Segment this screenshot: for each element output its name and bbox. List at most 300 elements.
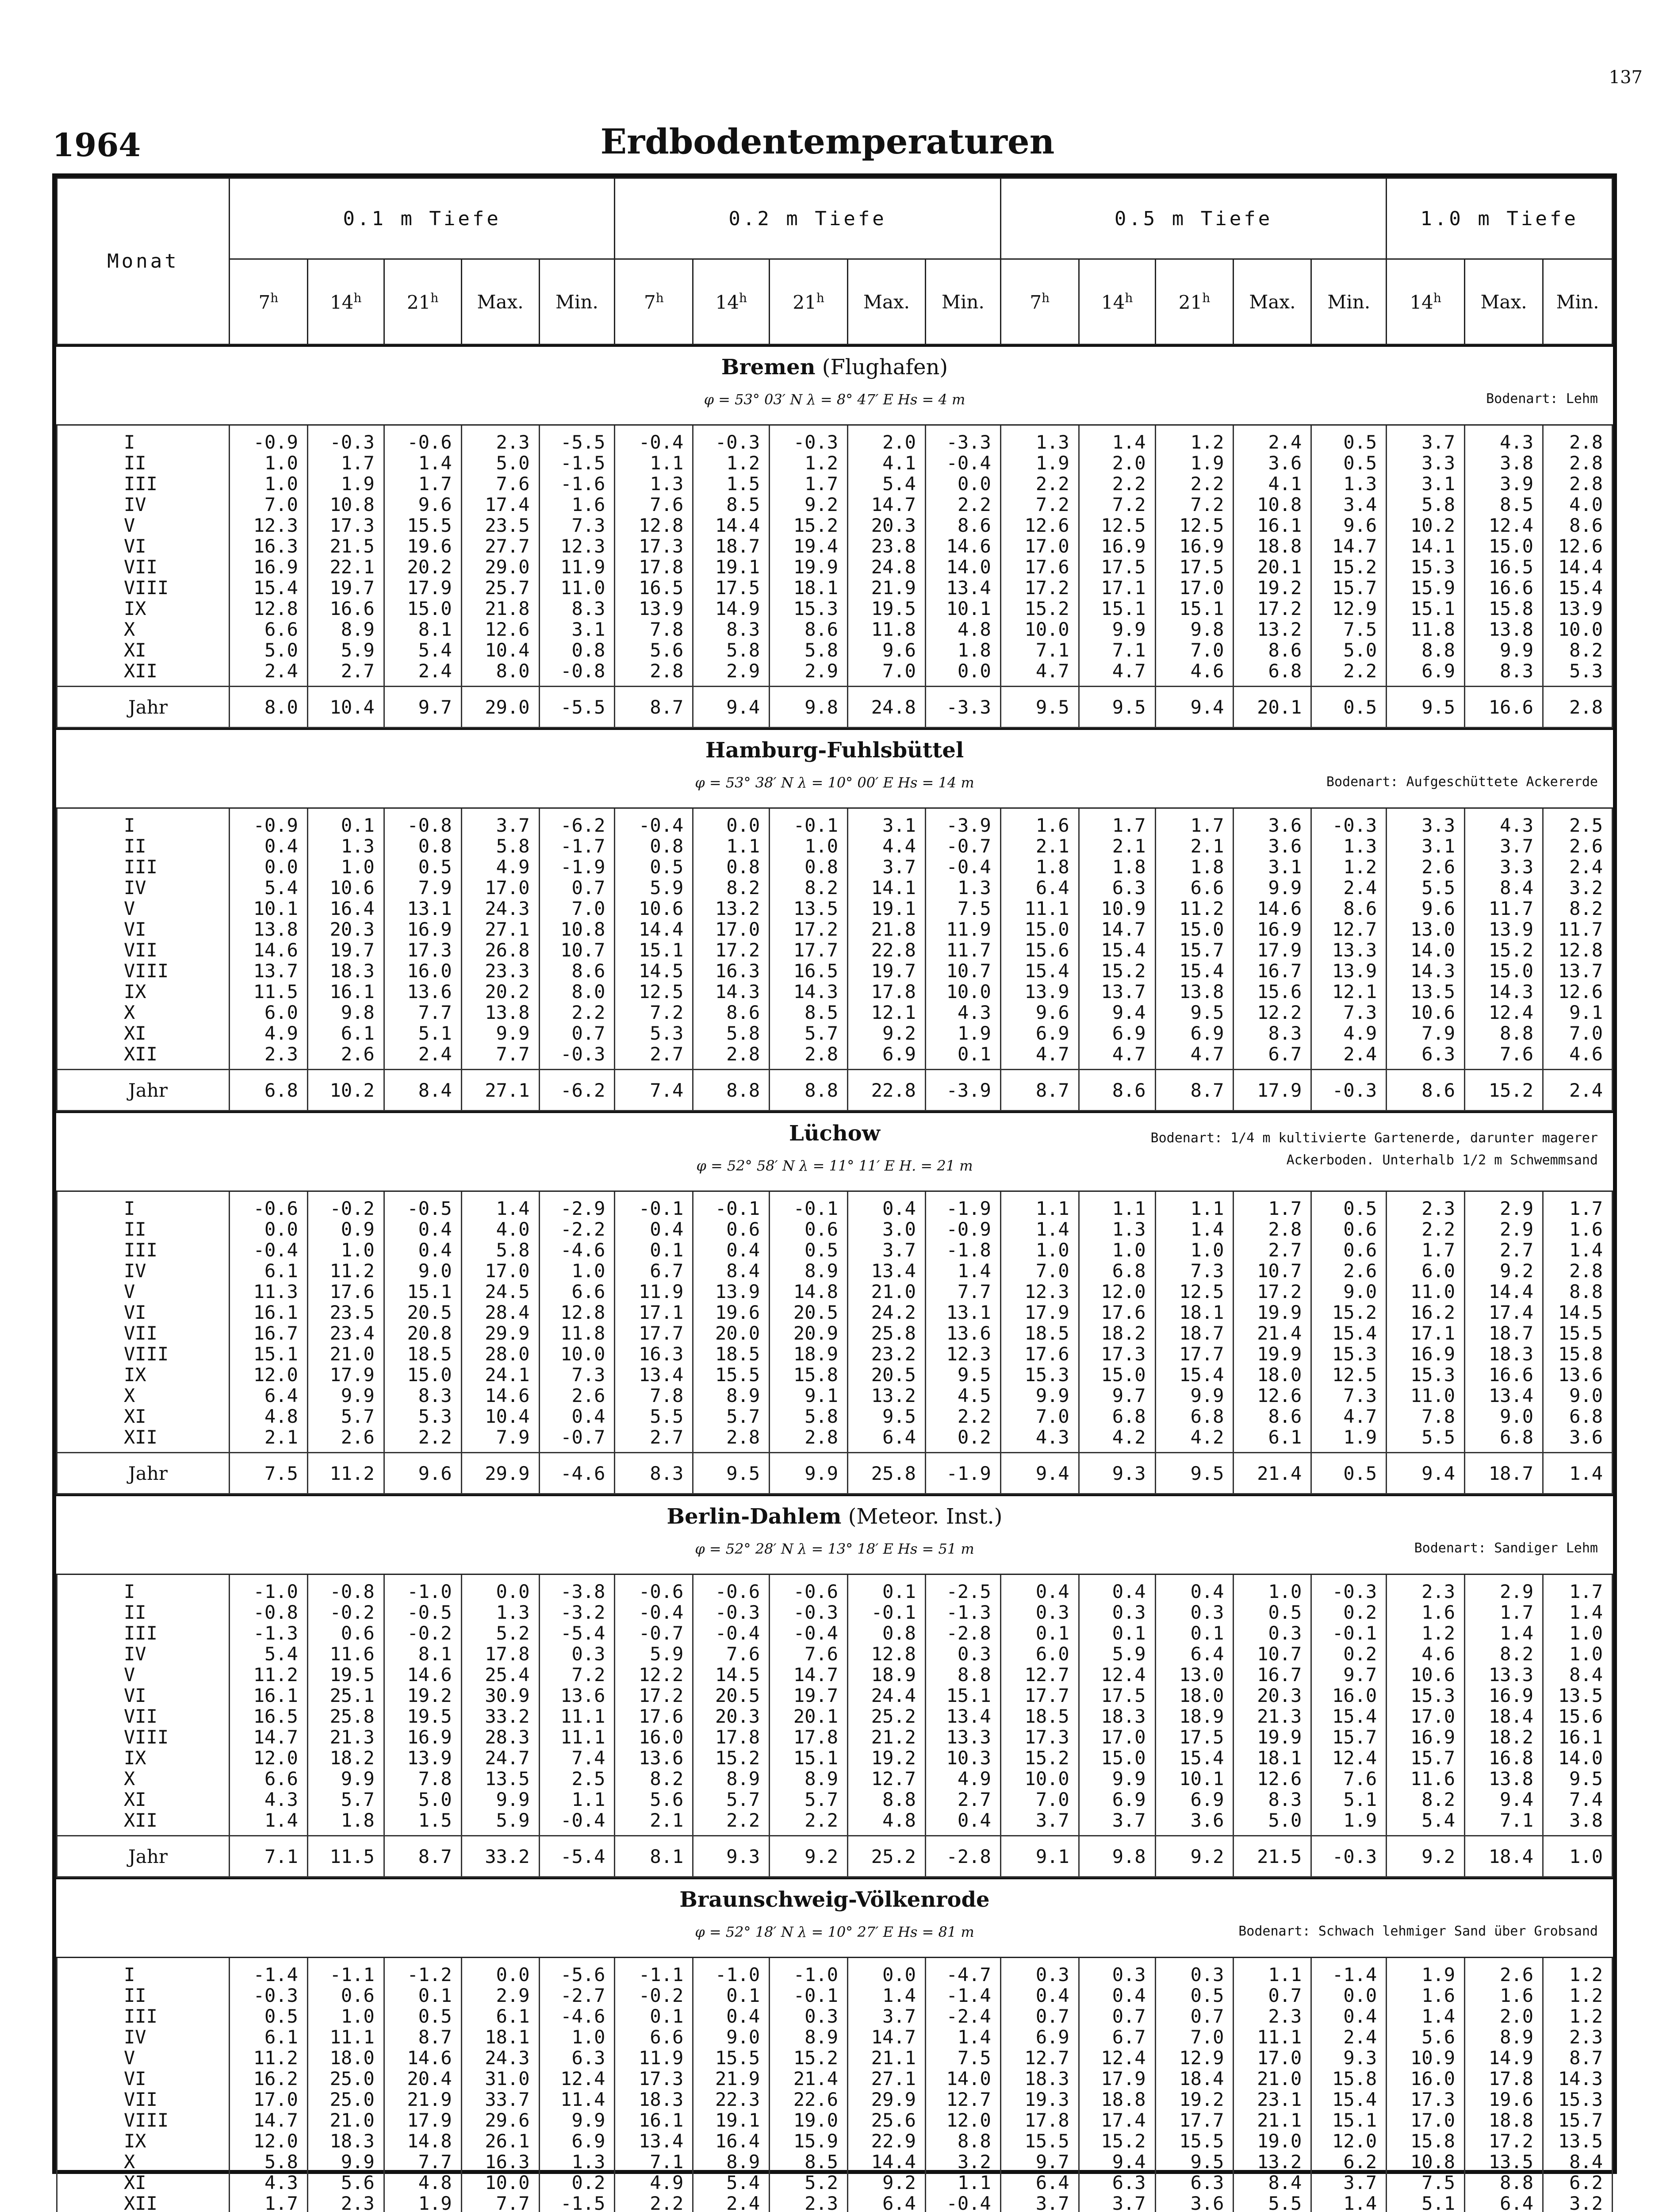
temperature-cell: 15.1 bbox=[1311, 2110, 1387, 2131]
temperature-cell: 15.4 bbox=[1155, 1364, 1234, 1385]
year-summary-cell: -2.8 bbox=[925, 1836, 1000, 1877]
temperature-cell: 2.7 bbox=[1234, 1240, 1311, 1260]
temperature-cell: 18.7 bbox=[1465, 1323, 1543, 1344]
temperature-cell: 14.7 bbox=[848, 494, 926, 515]
year-summary-cell: 33.2 bbox=[461, 1836, 539, 1877]
month-label: X bbox=[57, 1385, 230, 1406]
temperature-cell: 14.9 bbox=[693, 598, 770, 619]
temperature-cell: 12.7 bbox=[1311, 919, 1387, 940]
temperature-cell: 16.2 bbox=[229, 2068, 307, 2089]
temperature-cell: -0.2 bbox=[307, 1192, 384, 1219]
temperature-cell: 5.0 bbox=[384, 1789, 461, 1810]
temperature-cell: 19.5 bbox=[384, 1706, 461, 1727]
year-summary-cell: 9.5 bbox=[1387, 687, 1465, 728]
year-summary-cell: 8.0 bbox=[229, 687, 307, 728]
temperature-cell: 17.3 bbox=[307, 515, 384, 536]
temperature-cell: 8.9 bbox=[770, 2027, 848, 2047]
temperature-cell: 4.1 bbox=[848, 453, 926, 473]
temperature-cell: 13.5 bbox=[1465, 2151, 1543, 2172]
temperature-cell: 3.7 bbox=[1000, 2193, 1079, 2212]
year-summary-cell: 8.7 bbox=[384, 1836, 461, 1877]
temperature-cell: 9.6 bbox=[848, 640, 926, 661]
temperature-cell: 29.9 bbox=[848, 2089, 926, 2110]
temperature-cell: 13.8 bbox=[461, 1002, 539, 1023]
temperature-cell: 0.0 bbox=[461, 1575, 539, 1602]
temperature-cell: 18.4 bbox=[1155, 2068, 1234, 2089]
temperature-cell: 6.6 bbox=[229, 1768, 307, 1789]
temperature-cell: -0.3 bbox=[1311, 1575, 1387, 1602]
table-row bbox=[57, 940, 1613, 960]
table-header bbox=[56, 177, 1613, 345]
temperature-cell: 15.6 bbox=[1234, 981, 1311, 1002]
temperature-cell: 15.1 bbox=[770, 1747, 848, 1768]
temperature-cell: 10.0 bbox=[461, 2172, 539, 2193]
year-summary-label: Jahr bbox=[57, 687, 230, 728]
year-summary-label: Jahr bbox=[57, 1453, 230, 1494]
temperature-cell: 12.4 bbox=[539, 2068, 615, 2089]
temperature-cell: 7.8 bbox=[615, 619, 693, 640]
year-summary-cell: 8.6 bbox=[1079, 1070, 1155, 1111]
temperature-cell: 0.4 bbox=[384, 1219, 461, 1240]
temperature-cell: 2.6 bbox=[1465, 1958, 1543, 1985]
temperature-cell: 1.3 bbox=[1311, 836, 1387, 856]
temperature-cell: 5.6 bbox=[307, 2172, 384, 2193]
temperature-cell: 11.6 bbox=[1387, 1768, 1465, 1789]
temperature-cell: -0.4 bbox=[229, 1240, 307, 1260]
year-summary-cell: 9.8 bbox=[1079, 1836, 1155, 1877]
temperature-cell: 8.4 bbox=[1465, 877, 1543, 898]
temperature-cell: 11.2 bbox=[1155, 898, 1234, 919]
temperature-cell: 21.5 bbox=[307, 536, 384, 557]
temperature-cell: 15.1 bbox=[1155, 598, 1234, 619]
temperature-cell: 12.3 bbox=[925, 1344, 1000, 1364]
month-label: VII bbox=[57, 1323, 230, 1344]
temperature-cell: 7.0 bbox=[1543, 1023, 1612, 1044]
temperature-cell: 19.9 bbox=[1234, 1302, 1311, 1323]
temperature-cell: 0.4 bbox=[693, 2006, 770, 2027]
temperature-cell: 7.0 bbox=[1155, 640, 1234, 661]
temperature-cell: 3.7 bbox=[1079, 1810, 1155, 1836]
temperature-cell: 9.9 bbox=[1465, 640, 1543, 661]
temperature-cell: 15.3 bbox=[1311, 1344, 1387, 1364]
temperature-cell: 18.7 bbox=[1155, 1323, 1234, 1344]
temperature-cell: 15.1 bbox=[1079, 598, 1155, 619]
temperature-cell: 14.6 bbox=[1234, 898, 1311, 919]
sub-header-cell: 21$^h$ bbox=[770, 259, 848, 345]
temperature-cell: 1.7 bbox=[1465, 1602, 1543, 1623]
temperature-cell: 5.4 bbox=[693, 2172, 770, 2193]
temperature-cell: 17.8 bbox=[615, 557, 693, 577]
temperature-cell: 3.8 bbox=[1465, 453, 1543, 473]
temperature-cell: 13.4 bbox=[615, 1364, 693, 1385]
temperature-cell: 15.1 bbox=[615, 940, 693, 960]
temperature-cell: -0.3 bbox=[539, 1044, 615, 1070]
station-header bbox=[56, 345, 1613, 426]
temperature-cell: 17.2 bbox=[615, 1685, 693, 1706]
temperature-cell: 1.3 bbox=[461, 1602, 539, 1623]
temperature-cell: 7.3 bbox=[539, 1364, 615, 1385]
temperature-cell: 0.1 bbox=[1155, 1623, 1234, 1644]
temperature-cell: -2.9 bbox=[539, 1192, 615, 1219]
temperature-cell: 5.1 bbox=[1387, 2193, 1465, 2212]
temperature-cell: 9.9 bbox=[307, 2151, 384, 2172]
temperature-cell: 6.9 bbox=[1079, 1789, 1155, 1810]
temperature-cell: 13.9 bbox=[1465, 919, 1543, 940]
temperature-cell: 13.2 bbox=[1234, 2151, 1311, 2172]
temperature-cell: 19.1 bbox=[693, 557, 770, 577]
temperature-cell: 2.1 bbox=[615, 1810, 693, 1836]
station-data-table bbox=[56, 1958, 1613, 2212]
temperature-cell: 0.5 bbox=[1311, 1192, 1387, 1219]
temperature-cell: 0.5 bbox=[615, 856, 693, 877]
temperature-cell: 2.9 bbox=[1465, 1219, 1543, 1240]
temperature-cell: 0.0 bbox=[1311, 1985, 1387, 2006]
table-row bbox=[57, 577, 1613, 598]
table-row bbox=[57, 856, 1613, 877]
temperature-cell: -1.6 bbox=[539, 473, 615, 494]
temperature-cell: 15.1 bbox=[925, 1685, 1000, 1706]
temperature-cell: 6.4 bbox=[1155, 1644, 1234, 1664]
month-label: VIII bbox=[57, 960, 230, 981]
temperature-cell: 8.3 bbox=[1465, 661, 1543, 687]
temperature-cell: 3.1 bbox=[1387, 473, 1465, 494]
temperature-cell: -1.8 bbox=[925, 1240, 1000, 1260]
temperature-cell: 12.1 bbox=[848, 1002, 926, 1023]
temperature-cell: 8.5 bbox=[770, 1002, 848, 1023]
temperature-cell: 6.9 bbox=[1079, 1023, 1155, 1044]
temperature-cell: 3.9 bbox=[1465, 473, 1543, 494]
temperature-cell: 16.5 bbox=[770, 960, 848, 981]
temperature-cell: 8.3 bbox=[1234, 1023, 1311, 1044]
temperature-cell: 9.2 bbox=[848, 2172, 926, 2193]
temperature-cell: 18.2 bbox=[1079, 1323, 1155, 1344]
temperature-cell: 17.3 bbox=[1079, 1344, 1155, 1364]
temperature-cell: 0.0 bbox=[461, 1958, 539, 1985]
year-summary-cell: 8.1 bbox=[615, 1836, 693, 1877]
temperature-cell: 2.1 bbox=[1155, 836, 1234, 856]
temperature-cell: 14.7 bbox=[229, 1727, 307, 1747]
temperature-cell: 1.5 bbox=[693, 473, 770, 494]
year-summary-cell: 7.1 bbox=[229, 1836, 307, 1877]
temperature-cell: 2.1 bbox=[1079, 836, 1155, 856]
temperature-cell: 10.0 bbox=[1543, 619, 1612, 640]
temperature-cell: 8.8 bbox=[1465, 2172, 1543, 2193]
temperature-cell: 11.1 bbox=[539, 1706, 615, 1727]
temperature-cell: 5.8 bbox=[693, 640, 770, 661]
temperature-cell: 10.8 bbox=[307, 494, 384, 515]
temperature-cell: 9.7 bbox=[1079, 1385, 1155, 1406]
temperature-cell: 5.7 bbox=[770, 1023, 848, 1044]
temperature-cell: 8.9 bbox=[1465, 2027, 1543, 2047]
temperature-cell: 1.1 bbox=[615, 453, 693, 473]
temperature-cell: 1.9 bbox=[1387, 1958, 1465, 1985]
temperature-cell: 16.5 bbox=[1465, 557, 1543, 577]
temperature-cell: 10.1 bbox=[229, 898, 307, 919]
table-row bbox=[57, 1385, 1613, 1406]
temperature-cell: 2.2 bbox=[1000, 473, 1079, 494]
temperature-cell: 11.9 bbox=[615, 2047, 693, 2068]
temperature-cell: 11.2 bbox=[229, 1664, 307, 1685]
sub-header-cell: 7$^h$ bbox=[615, 259, 693, 345]
temperature-cell: 17.1 bbox=[1079, 577, 1155, 598]
temperature-cell: 12.4 bbox=[1079, 2047, 1155, 2068]
soil-type bbox=[1151, 1127, 1598, 1171]
table-row bbox=[57, 2027, 1613, 2047]
temperature-cell: 0.7 bbox=[539, 877, 615, 898]
temperature-cell: 6.8 bbox=[1079, 1406, 1155, 1427]
temperature-cell: 4.2 bbox=[1155, 1427, 1234, 1453]
soil-type bbox=[1326, 774, 1598, 790]
temperature-cell: 16.2 bbox=[1387, 1302, 1465, 1323]
temperature-cell: 24.3 bbox=[461, 898, 539, 919]
temperature-cell: 19.7 bbox=[770, 1685, 848, 1706]
station-coordinates: φ = 52° 58′ N λ = 11° 11′ E H. = 21 m bbox=[696, 1157, 973, 1174]
table-row bbox=[57, 1602, 1613, 1623]
temperature-cell: 20.2 bbox=[461, 981, 539, 1002]
temperature-cell: 29.9 bbox=[461, 1323, 539, 1344]
temperature-cell: 6.2 bbox=[1311, 2151, 1387, 2172]
temperature-cell: 1.4 bbox=[461, 1192, 539, 1219]
temperature-cell: -4.6 bbox=[539, 1240, 615, 1260]
temperature-cell: 17.3 bbox=[1387, 2089, 1465, 2110]
temperature-cell: 3.7 bbox=[1079, 2193, 1155, 2212]
temperature-cell: 19.0 bbox=[1234, 2131, 1311, 2151]
temperature-cell: 20.5 bbox=[848, 1364, 926, 1385]
station-name-text: Berlin-Dahlem bbox=[667, 1504, 842, 1529]
month-label: I bbox=[57, 1958, 230, 1985]
temperature-cell: 0.7 bbox=[1155, 2006, 1234, 2027]
temperature-cell: 20.3 bbox=[848, 515, 926, 536]
month-label: II bbox=[57, 836, 230, 856]
temperature-cell: 7.5 bbox=[1387, 2172, 1465, 2193]
temperature-cell: 0.1 bbox=[848, 1575, 926, 1602]
temperature-cell: 8.8 bbox=[1465, 1023, 1543, 1044]
temperature-cell: 21.1 bbox=[848, 2047, 926, 2068]
temperature-cell: 3.3 bbox=[1387, 809, 1465, 836]
temperature-cell: 6.4 bbox=[848, 1427, 926, 1453]
temperature-cell: 1.1 bbox=[1000, 1192, 1079, 1219]
temperature-cell: 17.2 bbox=[693, 940, 770, 960]
temperature-cell: 6.8 bbox=[1155, 1406, 1234, 1427]
temperature-cell: 15.8 bbox=[770, 1364, 848, 1385]
month-label: III bbox=[57, 856, 230, 877]
temperature-cell: 15.3 bbox=[1387, 1685, 1465, 1706]
temperature-cell: 16.9 bbox=[384, 919, 461, 940]
temperature-cell: 14.4 bbox=[615, 919, 693, 940]
temperature-cell: 16.1 bbox=[1543, 1727, 1612, 1747]
temperature-cell: -2.5 bbox=[925, 1575, 1000, 1602]
temperature-cell: 22.8 bbox=[848, 940, 926, 960]
temperature-cell: 15.7 bbox=[1543, 2110, 1612, 2131]
temperature-cell: 13.8 bbox=[229, 919, 307, 940]
temperature-cell: 17.8 bbox=[693, 1727, 770, 1747]
temperature-cell: 14.7 bbox=[229, 2110, 307, 2131]
temperature-cell: 2.0 bbox=[1465, 2006, 1543, 2027]
temperature-cell: 0.5 bbox=[1311, 426, 1387, 453]
temperature-cell: 8.3 bbox=[1234, 1789, 1311, 1810]
temperature-cell: 25.0 bbox=[307, 2089, 384, 2110]
temperature-cell: 9.2 bbox=[848, 1023, 926, 1044]
temperature-cell: 2.4 bbox=[1311, 1044, 1387, 1070]
temperature-cell: 13.6 bbox=[384, 981, 461, 1002]
temperature-cell: 5.5 bbox=[1387, 877, 1465, 898]
table-row bbox=[57, 1575, 1613, 1602]
temperature-cell: 7.6 bbox=[615, 494, 693, 515]
temperature-cell: 0.2 bbox=[1311, 1602, 1387, 1623]
temperature-cell: 2.9 bbox=[1465, 1575, 1543, 1602]
table-row bbox=[57, 515, 1613, 536]
temperature-cell: 0.1 bbox=[693, 1985, 770, 2006]
year-summary-cell: 9.3 bbox=[693, 1836, 770, 1877]
sub-header-cell: Min. bbox=[539, 259, 615, 345]
temperature-cell: 15.1 bbox=[229, 1344, 307, 1364]
temperature-cell: 5.8 bbox=[461, 1240, 539, 1260]
group-header-0-1m: 0.1 m Tiefe bbox=[229, 178, 614, 259]
temperature-cell: 5.4 bbox=[229, 877, 307, 898]
temperature-cell: 0.0 bbox=[925, 661, 1000, 687]
temperature-cell: -1.9 bbox=[925, 1192, 1000, 1219]
temperature-cell: 4.9 bbox=[925, 1768, 1000, 1789]
temperature-cell: 10.9 bbox=[1079, 898, 1155, 919]
temperature-cell: -0.1 bbox=[615, 1192, 693, 1219]
temperature-cell: -0.3 bbox=[693, 426, 770, 453]
year-summary-cell: 11.2 bbox=[307, 1453, 384, 1494]
month-label: VII bbox=[57, 940, 230, 960]
temperature-cell: 5.7 bbox=[693, 1406, 770, 1427]
temperature-cell: 12.8 bbox=[229, 598, 307, 619]
temperature-cell: 1.9 bbox=[1155, 453, 1234, 473]
year-summary-cell: -3.3 bbox=[925, 687, 1000, 728]
table-row bbox=[57, 1406, 1613, 1427]
temperature-cell: 8.8 bbox=[925, 1664, 1000, 1685]
temperature-cell: 5.6 bbox=[1387, 2027, 1465, 2047]
temperature-cell: 16.9 bbox=[384, 1727, 461, 1747]
temperature-cell: 13.5 bbox=[770, 898, 848, 919]
table-row bbox=[57, 981, 1613, 1002]
temperature-cell: 15.4 bbox=[1000, 960, 1079, 981]
temperature-cell: -0.3 bbox=[229, 1985, 307, 2006]
temperature-cell: 0.7 bbox=[1079, 2006, 1155, 2027]
temperature-cell: 17.2 bbox=[770, 919, 848, 940]
temperature-cell: 14.4 bbox=[848, 2151, 926, 2172]
temperature-cell: 16.9 bbox=[1465, 1685, 1543, 1706]
temperature-cell: 13.4 bbox=[615, 2131, 693, 2151]
temperature-cell: 9.3 bbox=[1311, 2047, 1387, 2068]
temperature-cell: 2.2 bbox=[1387, 1219, 1465, 1240]
temperature-cell: 1.7 bbox=[384, 473, 461, 494]
temperature-cell: 13.9 bbox=[384, 1747, 461, 1768]
month-label: IX bbox=[57, 598, 230, 619]
temperature-cell: 19.1 bbox=[693, 2110, 770, 2131]
temperature-cell: 15.5 bbox=[1155, 2131, 1234, 2151]
temperature-cell: 25.7 bbox=[461, 577, 539, 598]
month-label: III bbox=[57, 473, 230, 494]
temperature-cell: 5.6 bbox=[615, 640, 693, 661]
temperature-cell: 17.7 bbox=[1155, 2110, 1234, 2131]
temperature-cell: 0.4 bbox=[693, 1240, 770, 1260]
temperature-cell: 23.8 bbox=[848, 536, 926, 557]
table-row bbox=[57, 473, 1613, 494]
sub-header-cell: 21$^h$ bbox=[384, 259, 461, 345]
table-row bbox=[57, 2151, 1613, 2172]
temperature-cell: 3.6 bbox=[1234, 453, 1311, 473]
temperature-cell: 13.5 bbox=[1387, 981, 1465, 1002]
temperature-cell: 0.2 bbox=[925, 1427, 1000, 1453]
temperature-cell: 15.4 bbox=[1311, 2089, 1387, 2110]
table-row bbox=[57, 1789, 1613, 1810]
month-label: III bbox=[57, 2006, 230, 2027]
temperature-cell: 0.6 bbox=[770, 1219, 848, 1240]
temperature-cell: 10.6 bbox=[1387, 1664, 1465, 1685]
month-label: VII bbox=[57, 1706, 230, 1727]
temperature-cell: 17.4 bbox=[1079, 2110, 1155, 2131]
month-label: II bbox=[57, 1602, 230, 1623]
temperature-cell: 17.0 bbox=[1387, 1706, 1465, 1727]
table-row bbox=[57, 1219, 1613, 1240]
temperature-cell: 1.4 bbox=[1079, 426, 1155, 453]
temperature-cell: 15.2 bbox=[770, 2047, 848, 2068]
temperature-cell: 18.1 bbox=[1234, 1747, 1311, 1768]
temperature-cell: 3.1 bbox=[848, 809, 926, 836]
temperature-cell: 2.3 bbox=[1387, 1575, 1465, 1602]
temperature-cell: 9.9 bbox=[1155, 1385, 1234, 1406]
temperature-cell: 15.8 bbox=[1311, 2068, 1387, 2089]
temperature-cell: 20.0 bbox=[693, 1323, 770, 1344]
temperature-cell: -0.4 bbox=[615, 809, 693, 836]
temperature-cell: -0.6 bbox=[693, 1575, 770, 1602]
temperature-cell: 1.4 bbox=[925, 2027, 1000, 2047]
temperature-cell: 8.5 bbox=[693, 494, 770, 515]
temperature-cell: 19.1 bbox=[848, 898, 926, 919]
sub-header-cell: 14$^h$ bbox=[1079, 259, 1155, 345]
temperature-cell: 18.8 bbox=[1465, 2110, 1543, 2131]
temperature-cell: 10.8 bbox=[1234, 494, 1311, 515]
temperature-cell: 4.9 bbox=[229, 1023, 307, 1044]
table-row bbox=[57, 1768, 1613, 1789]
temperature-cell: 15.0 bbox=[1155, 919, 1234, 940]
year-label: 1964 bbox=[52, 126, 141, 164]
temperature-cell: 5.4 bbox=[384, 640, 461, 661]
temperature-cell: 18.8 bbox=[1234, 536, 1311, 557]
year-summary-cell: -5.4 bbox=[539, 1836, 615, 1877]
temperature-cell: 17.0 bbox=[1000, 536, 1079, 557]
month-label: IX bbox=[57, 1747, 230, 1768]
year-summary-cell: -3.9 bbox=[925, 1070, 1000, 1111]
temperature-cell: 5.1 bbox=[384, 1023, 461, 1044]
temperature-cell: 3.0 bbox=[848, 1219, 926, 1240]
temperature-cell: 0.6 bbox=[307, 1623, 384, 1644]
temperature-cell: 4.3 bbox=[925, 1002, 1000, 1023]
temperature-cell: 8.8 bbox=[1543, 1281, 1612, 1302]
temperature-cell: 16.0 bbox=[1387, 2068, 1465, 2089]
temperature-cell: 1.3 bbox=[615, 473, 693, 494]
temperature-cell: 31.0 bbox=[461, 2068, 539, 2089]
temperature-cell: 9.8 bbox=[307, 1002, 384, 1023]
temperature-cell: 3.6 bbox=[1234, 809, 1311, 836]
temperature-cell: 11.7 bbox=[1543, 919, 1612, 940]
temperature-cell: 24.8 bbox=[848, 557, 926, 577]
temperature-cell: 3.7 bbox=[1465, 836, 1543, 856]
temperature-cell: 17.7 bbox=[615, 1323, 693, 1344]
temperature-cell: 19.2 bbox=[384, 1685, 461, 1706]
station-name bbox=[56, 1504, 1613, 1529]
month-label: VI bbox=[57, 2068, 230, 2089]
temperature-cell: 0.6 bbox=[693, 1219, 770, 1240]
temperature-cell: -0.4 bbox=[539, 1810, 615, 1836]
temperature-cell: -0.3 bbox=[770, 1602, 848, 1623]
temperature-cell: 9.0 bbox=[1543, 1385, 1612, 1406]
temperature-cell: 0.4 bbox=[1000, 1575, 1079, 1602]
